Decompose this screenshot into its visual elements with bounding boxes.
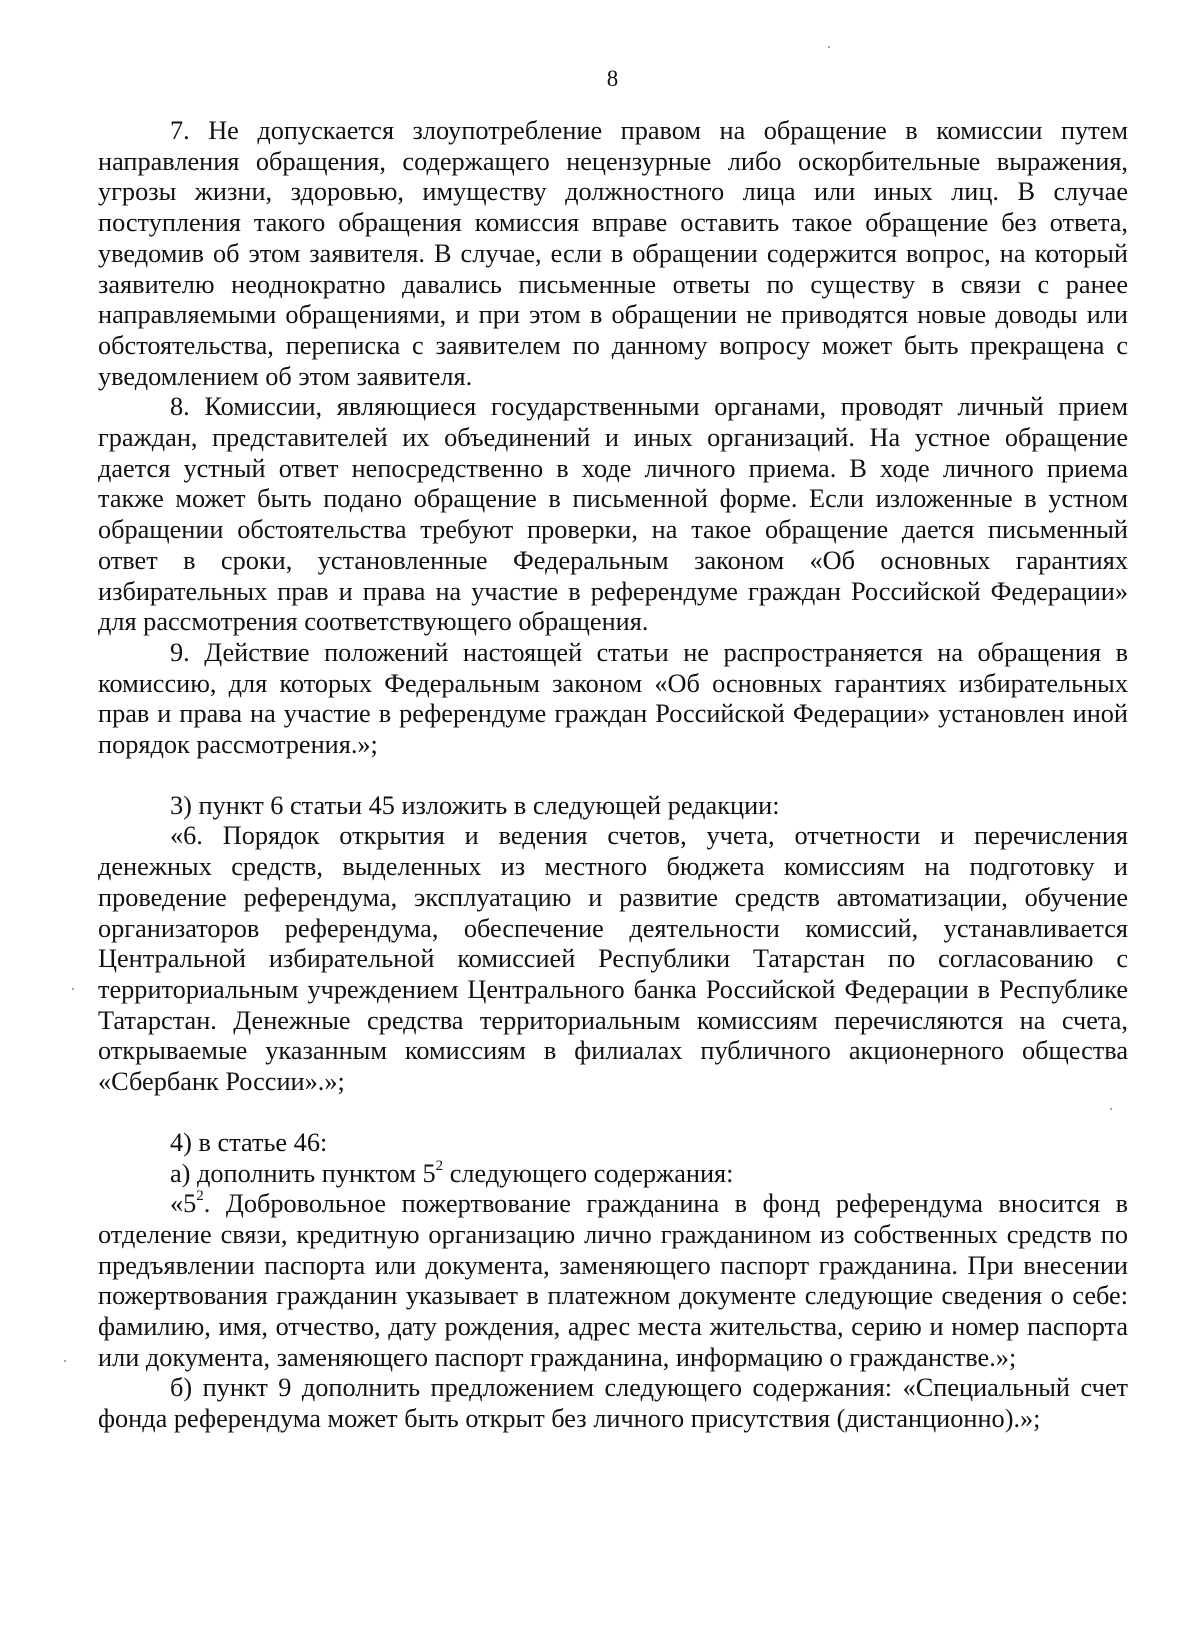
item-4a-superscript: 2 [435,1157,444,1174]
scan-speck [72,988,74,990]
item-3-text: «6. Порядок открытия и ведения счетов, учета, отчетности и перечисления денежных средств, выделенных из местного бюджета комиссиям на подготовку и проведение референдума, эксплуатацию и развитие средств автоматизации, обучение организаторов референдума, обеспечение деятельности комиссий, устанавливается Центральной избирательной комиссией Республики Татарстан по согласованию с территориальным учреждением Центрального банка Российской Федерации в Республике Татарстан. Денежные средства территориальным комиссиям перечисляются на счета, открываемые указанным комиссиям в филиалах публичного акционерного общества «Сбербанк России».»; [98,821,1128,1097]
item-4a-text-prefix: «5 [170,1189,197,1219]
scan-speck [828,46,830,48]
item-4-heading: 4) в статье 46: [170,1127,328,1157]
scan-speck [1110,1108,1112,1110]
item-4a-suffix: следующего содержания: [443,1158,734,1188]
paragraph-7: 7. Не допускается злоупотребление правом на обращение в комиссии путем направления обращения, содержащего нецензурные либо оскорбительные выражения, угрозы жизни, здоровью, имуществу должностного лица или иных лиц. В случае поступления такого обращения комиссия вправе оставить такое обращение без ответа, уведомив об этом заявителя. В случае, если в обращении содержится вопрос, на который заявителю неоднократно давались письменные ответы по существу в связи с ранее направляемыми обращениями, и при этом в обращении не приводятся новые доводы или обстоятельства, переписка с заявителем по данному вопросу может быть прекращена с уведомлением об этом заявителя. [98,116,1128,391]
page-number: 8 [606,66,619,91]
spacer [98,1098,1128,1128]
paragraph-8: 8. Комиссии, являющиеся государственными органами, проводят личный прием граждан, представителей их объединений и иных организаций. На устное обращение дается устный ответ непосредственно в ходе личного приема. В ходе личного приема также может быть подано обращение в письменной форме. Если изложенные в устном обращении обстоятельства требуют проверки, на такое обращение дается письменный ответ в сроки, установленные Федеральным законом «Об основных гарантиях избирательных прав и права на участие в референдуме граждан Российской Федерации» для рассмотрения соответствующего обращения. [98,392,1128,637]
document-body [98,116,1128,1435]
item-4a-text-body: . Добровольное пожертвование гражданина в фонд референдума вносится в отделение связи, кредитную организацию лично гражданином из собственных средств по предъявлении паспорта или документа, заменяющего паспорт гражданина. При внесении пожертвования гражданин указывает в платежном документе следующие сведения о себе: фамилию, имя, отчество, дату рождения, адрес места жительства, серию и номер паспорта или документа, заменяющего паспорт гражданина, информацию о гражданстве.»; [98,1189,1128,1372]
item-4b-text: б) пункт 9 дополнить предложением следующего содержания: «Специальный счет фонда референдума может быть открыт без личного присутствия (дистанционно).»; [98,1373,1128,1434]
item-3-heading: 3) пункт 6 статьи 45 изложить в следующей редакции: [170,790,780,820]
item-4a-prefix: а) дополнить пунктом 5 [170,1158,436,1188]
scan-speck [64,1360,66,1362]
item-4a-heading [98,1159,1128,1190]
spacer [98,761,1128,791]
item-4a-text-superscript: 2 [196,1188,204,1205]
paragraph-9: 9. Действие положений настоящей статьи не распространяется на обращения в комиссию, для которых Федеральным законом «Об основных гарантиях избирательных прав и права на участие в референдуме граждан Российской Федерации» установлен иной порядок рассмотрения.»; [98,637,1128,760]
item-4a-text [98,1189,1128,1373]
